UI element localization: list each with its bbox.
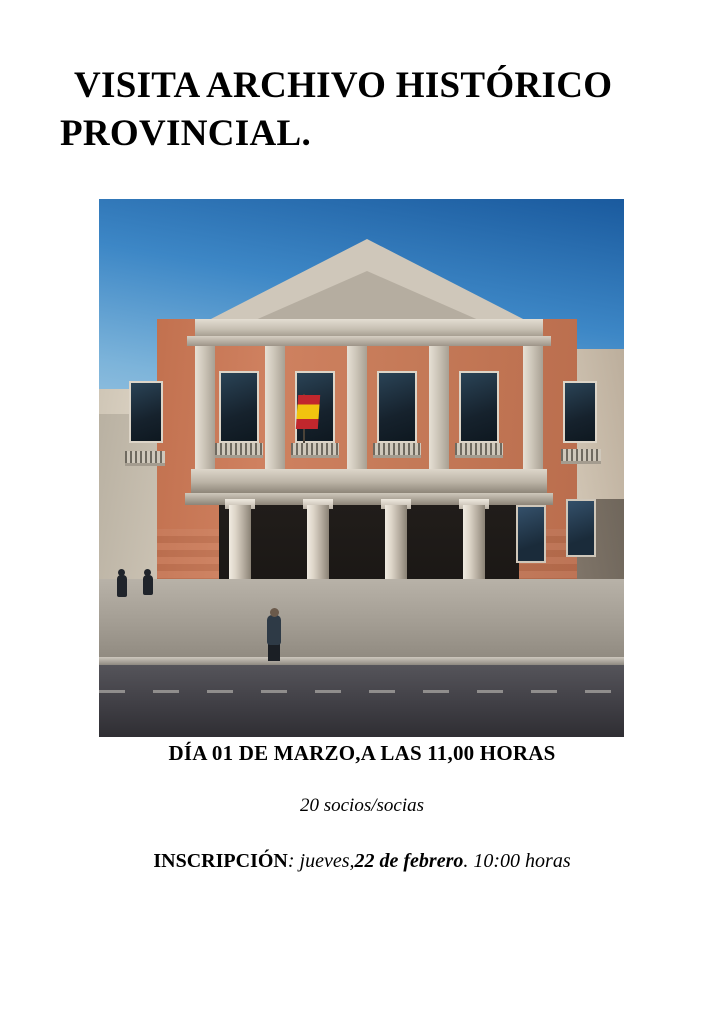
pilaster [265,346,285,471]
balcony [373,443,421,458]
balcony-right-wing [561,449,601,464]
pilaster [195,346,215,471]
sidewalk [99,579,624,659]
event-date-caption: DÍA 01 DE MARZO,A LAS 11,00 HORAS [168,741,556,765]
spanish-flag [296,395,320,429]
signup-separator: : [287,850,300,872]
right-wing-window [516,505,546,563]
photo-content [99,199,624,737]
pedestrian-head [118,569,125,576]
pedestrian-foreground-head [270,608,279,617]
balcony [215,443,263,458]
page-title-line-1: VISITA ARCHIVO HISTÓRICO [74,65,613,106]
signup-label: INSCRIPCIÓN [153,850,288,872]
pedestrian [143,575,153,595]
pilaster [523,346,543,471]
pilaster [347,346,367,471]
balcony [291,443,339,458]
right-wing-window [566,499,596,557]
balcony [455,443,503,458]
pedestrian-head [144,569,151,576]
page-title-line-2: PROVINCIAL. [60,113,312,155]
page-title [60,62,680,158]
pedestrian-foreground-body [267,615,281,645]
signup-day: jueves, [299,850,355,872]
signup-caption [0,850,724,873]
upper-cornice-shadow [187,336,551,346]
building-photo [99,199,624,737]
capacity-caption: 20 socios/socias [299,795,425,816]
signup-time: . 10:00 horas [463,850,571,872]
upper-window-left-wing [129,381,163,443]
signup-date: 22 de febrero [354,850,464,872]
street-lane-marking [99,690,624,693]
street [99,665,624,737]
upper-window [219,371,259,443]
upper-window [377,371,417,443]
upper-window-right-wing [563,381,597,443]
upper-cornice [195,319,543,336]
upper-window [459,371,499,443]
pedestrian-foreground-legs [268,643,280,661]
pedestrian [117,575,127,597]
balcony-left-wing [125,451,165,466]
pilaster [429,346,449,471]
entablature [191,469,547,493]
